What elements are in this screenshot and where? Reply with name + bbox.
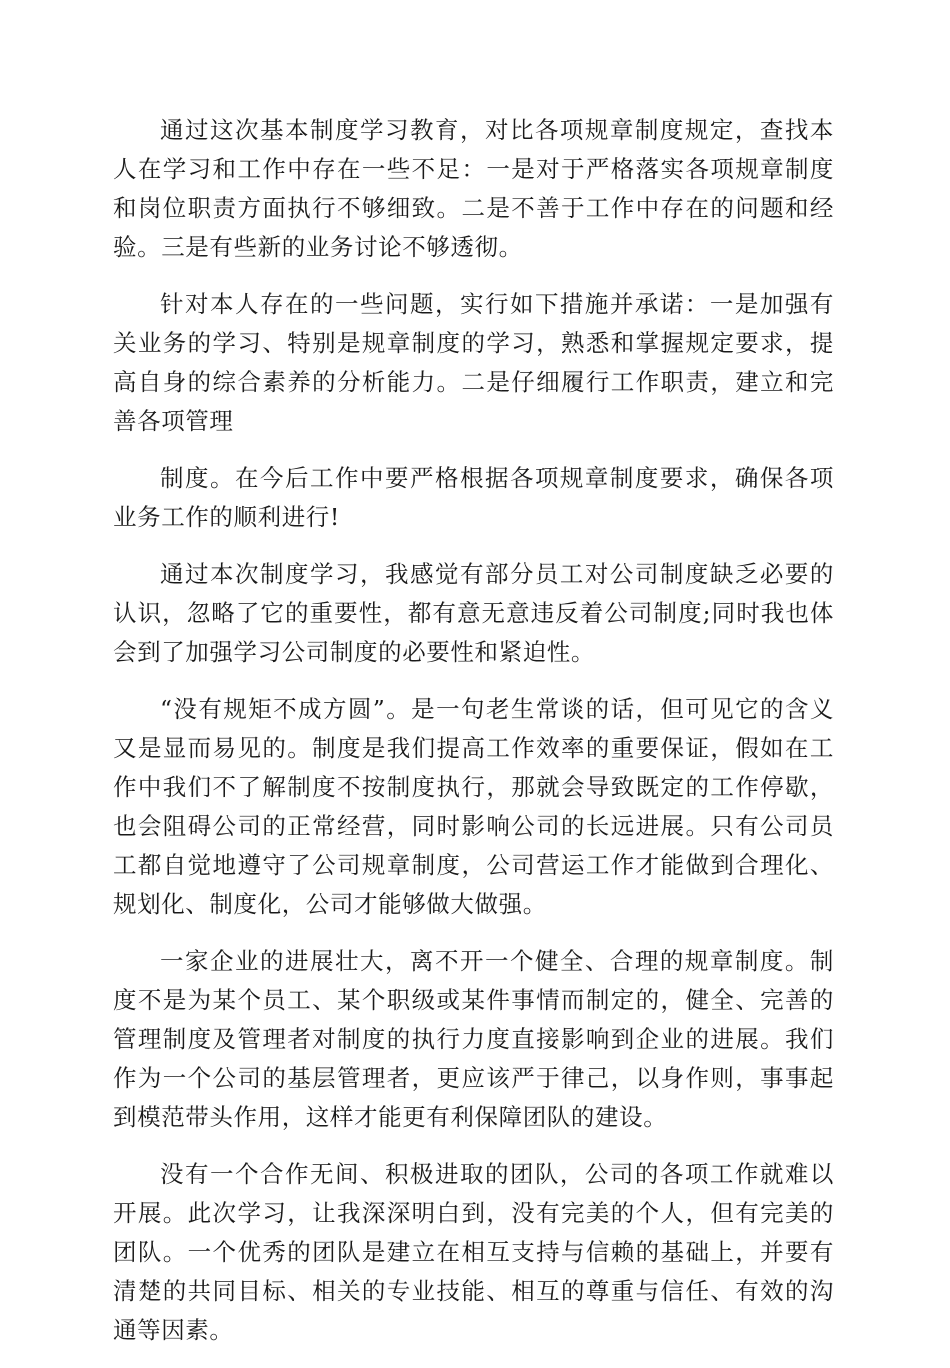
paragraph-7: 没有一个合作无间、积极进取的团队，公司的各项工作就难以开展。此次学习，让我深深明白到，没有完美的个人，但有完美的团队。一个优秀的团队是建立在相互支持与信赖的基础上，并要有清楚的共同目标、相关的专业技能、相互的尊重与信任、有效的沟通等因素。 [113,1160,834,1344]
paragraph-3: 制度。在今后工作中要严格根据各项规章制度要求，确保各项业务工作的顺利进行! [113,464,834,531]
document-body [113,111,834,1368]
paragraph-4: 通过本次制度学习，我感觉有部分员工对公司制度缺乏必要的认识，忽略了它的重要性，都有意无意违反着公司制度;同时我也体会到了加强学习公司制度的必要性和紧迫性。 [113,560,834,666]
paragraph-6: 一家企业的进展壮大，离不开一个健全、合理的规章制度。制度不是为某个员工、某个职级或某件事情而制定的，健全、完善的管理制度及管理者对制度的执行力度直接影响到企业的进展。我们作为一个公司的基层管理者，更应该严于律己，以身作则，事事起到模范带头作用，这样才能更有利保障团队的建设。 [113,947,834,1131]
paragraph-2: 针对本人存在的一些问题，实行如下措施并承诺：一是加强有关业务的学习、特别是规章制度的学习，熟悉和掌握规定要求，提高自身的综合素养的分析能力。二是仔细履行工作职责，建立和完善各项管理 [113,290,834,435]
paragraph-1: 通过这次基本制度学习教育，对比各项规章制度规定，查找本人在学习和工作中存在一些不足：一是对于严格落实各项规章制度和岗位职责方面执行不够细致。二是不善于工作中存在的问题和经验。三是有些新的业务讨论不够透彻。 [113,116,834,261]
paragraph-5: “没有规矩不成方圆”。是一句老生常谈的话，但可见它的含义又是显而易见的。制度是我们提高工作效率的重要保证，假如在工作中我们不了解制度不按制度执行，那就会导致既定的工作停歇，也会阻碍公司的正常经营，同时影响公司的长远进展。只有公司员工都自觉地遵守了公司规章制度，公司营运工作才能做到合理化、规划化、制度化，公司才能够做大做强。 [113,695,834,918]
